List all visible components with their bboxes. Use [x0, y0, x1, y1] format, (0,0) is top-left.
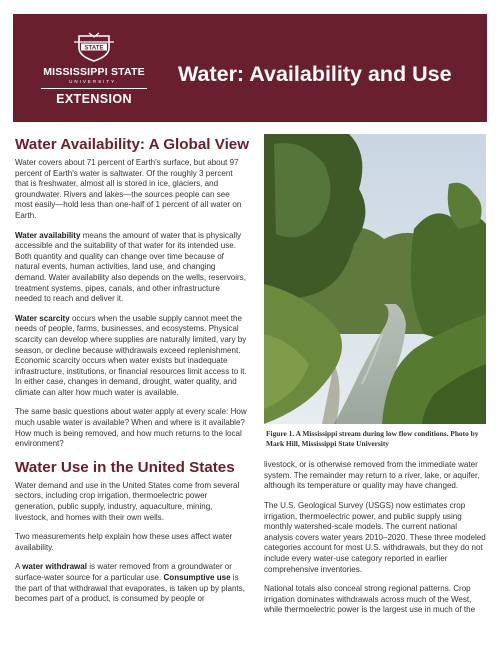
figure-caption: Figure 1. A Mississippi stream during low flow conditions. Photo by Mark Hill, Mississippi State University	[266, 429, 479, 448]
paragraph-text: occurs when the usable supply cannot meet the needs of people, farms, businesses, and ecosystems. Physical scarcity can develop where supplies are naturally limited, vary by season, or decline because withdrawals exceed replenishment. Economic scarcity occurs when water exists but inadequate infrastructure, institutions, or financial resources limit access to it. In either case, changes in demand, drought, water quality, and climate can alter how much water is available.	[15, 313, 247, 397]
paragraph-consumptive-continued: livestock, or is otherwise removed from the immediate water system. The remainder may return to a river, lake, or aquifer, although its temperature or quality may have changed.	[264, 460, 480, 491]
paragraph-water-scarcity	[15, 314, 247, 399]
page-title: Water: Availability and Use	[178, 62, 452, 86]
paragraph-two-measurements: Two measurements help explain how these uses affect water availability.	[15, 532, 233, 552]
logo-name: MISSISSIPPI STATE	[43, 66, 145, 78]
paragraph-water-demand: Water demand and use in the United States come from several sectors, including crop irrigation, thermoelectric power generation, public supply, industry, aquaculture, mining, livestock, and homes with their own wells.	[15, 480, 240, 522]
paragraph-text: means the amount of water that is physically accessible and the suitability of that water for its intended use. Both quantity and quality can change over time because of natural events, human activities, land use, and changing demand. Water availability also depends on the wells, reservoirs, treatment systems, pipes, canals, and other infrastructure needed to reach and deliver it.	[15, 230, 246, 304]
logo-divider	[41, 88, 147, 89]
stream-photo	[264, 134, 486, 424]
paragraph-text: is the part of that withdrawal that evaporates, is taken up by plants, becomes part of a product, is consumed by people or	[15, 573, 245, 604]
msu-extension-logo	[35, 32, 153, 106]
paragraph-text: A	[15, 562, 23, 572]
term-water-scarcity: Water scarcity	[15, 313, 70, 323]
section-heading-us-water-use: Water Use in the United States	[15, 458, 235, 476]
paragraph-regional-patterns: National totals also conceal strong regional patterns. Crop irrigation dominates withdrawals across much of the West, while thermoelectric power is the largest use in much of the	[264, 584, 476, 615]
right-column	[264, 134, 486, 625]
paragraph-earth-water: Water covers about 71 percent of Earth's surface, but about 97 percent of Earth's water is saltwater. Of the roughly 3 percent that is freshwater, almost all is stored in ice, glaciers, and groundwater. Rivers and lakes—the sources people can see most easily—hold less than one-half of 1 percent of all water on Earth.	[15, 158, 242, 220]
term-water-withdrawal: water withdrawal	[22, 562, 88, 572]
logo-university: UNIVERSITY.	[69, 79, 119, 84]
term-water-availability: Water availability	[15, 230, 81, 240]
paragraph-water-availability	[15, 231, 247, 305]
section-heading-global-view: Water Availability: A Global View	[15, 136, 250, 153]
header-banner	[13, 14, 487, 122]
paragraph-basic-questions: The same basic questions about water apply at every scale: How much usable water is available? When and where is it available? How much is being removed, and how much returns to the local environment?	[15, 407, 247, 449]
svg-text:STATE: STATE	[84, 44, 104, 52]
paragraph-text: is water removed from a groundwater or surface-water source for a particular use.	[15, 562, 232, 582]
msu-shield-icon	[71, 32, 117, 62]
logo-extension: EXTENSION	[56, 92, 132, 106]
left-column	[15, 136, 250, 614]
term-consumptive-use: Consumptive use	[163, 573, 231, 582]
paragraph-withdrawal-definition	[15, 562, 247, 604]
paragraph-usgs-estimates: The U.S. Geological Survey (USGS) now estimates crop irrigation, thermoelectric power, and public supply using monthly watershed-scale models. The current national analysis covers water years 2010–2020. These three modeled categories account for most U.S. withdrawals, but they do not include every water-use category reported in earlier comprehensive inventories.	[264, 500, 486, 574]
